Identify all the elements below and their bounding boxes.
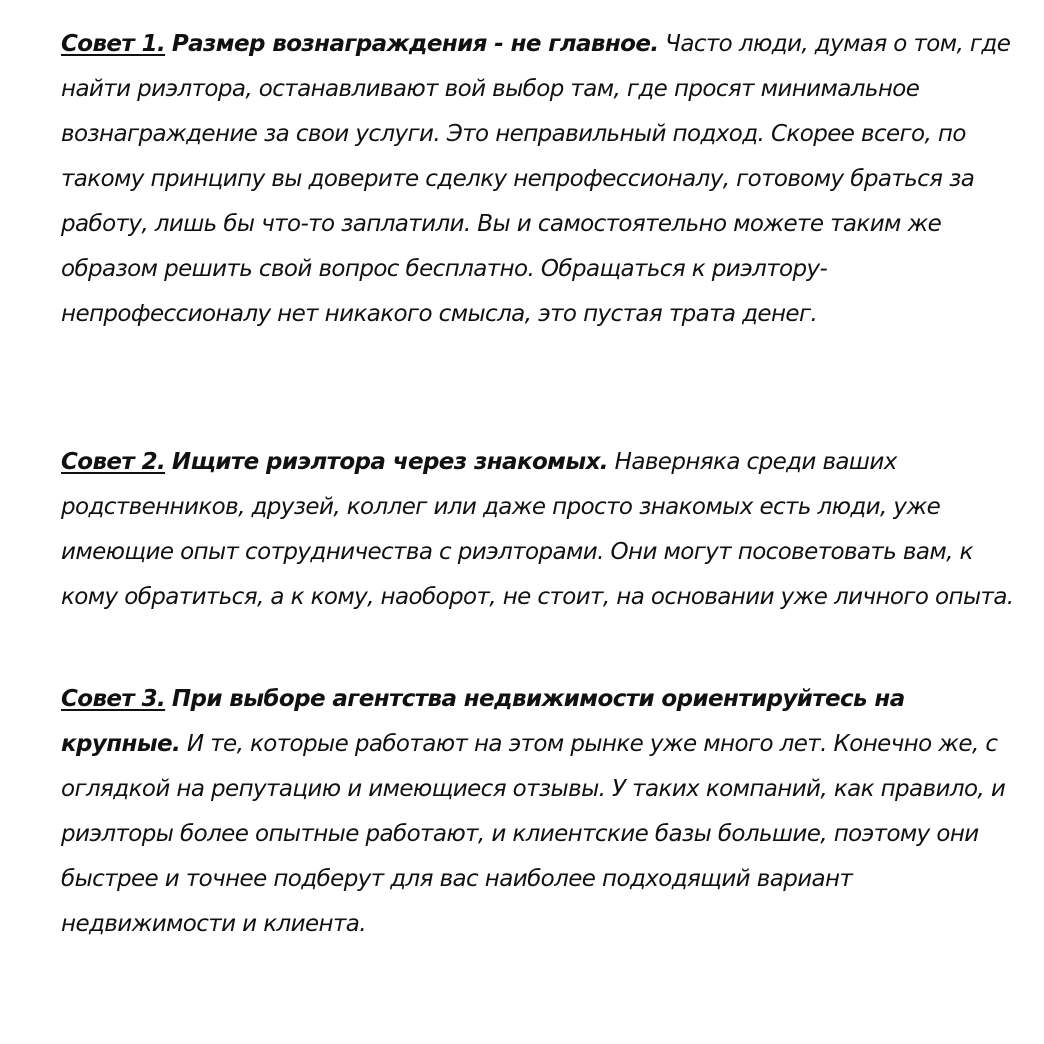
tip-body-1: Часто люди, думая о том, где найти риэлтора, останавливают вой выбор там, где просят минимальное вознаграждение за свои услуги. Это неправильный подход. Скорее всего, по такому принципу вы доверите сделку непрофессионалу, готовому браться за работу, лишь бы что-то заплатили. Вы и самостоятельно можете таким же образом решить свой вопрос бесплатно. Обращаться к риэлтору-непрофессионалу нет никакого смысла, это пустая трата денег. [61, 31, 1011, 327]
tip-heading-3: При выборе агентства недвижимости ориентируйтесь на крупные. [61, 686, 905, 757]
tip-label-2: Совет 2. [61, 449, 166, 475]
tip-heading-1: Размер вознаграждения - не главное. [171, 31, 659, 57]
tip-paragraph-3 [61, 677, 1023, 947]
tip-body-2: Наверняка среди ваших родственников, друзей, коллег или даже просто знакомых есть люди, уже имеющие опыт сотрудничества с риэлторами. Они могут посоветовать вам, к кому обратиться, а к кому, наоборот, не стоит, на основании уже личного опыта. [61, 449, 1014, 610]
tip-label-3: Совет 3. [61, 686, 166, 712]
tip-paragraph-2 [61, 440, 1023, 620]
tip-label-1: Совет 1. [61, 31, 166, 57]
tip-heading-2: Ищите риэлтора через знакомых. [171, 449, 608, 475]
tip-paragraph-1 [61, 22, 1023, 337]
tip-body-3: И те, которые работают на этом рынке уже много лет. Конечно же, с оглядкой на репутацию и имеющиеся отзывы. У таких компаний, как правило, и риэлторы более опытные работают, и клиентские базы большие, поэтому они быстрее и точнее подберут для вас наиболее подходящий вариант недвижимости и клиента. [61, 731, 1006, 937]
